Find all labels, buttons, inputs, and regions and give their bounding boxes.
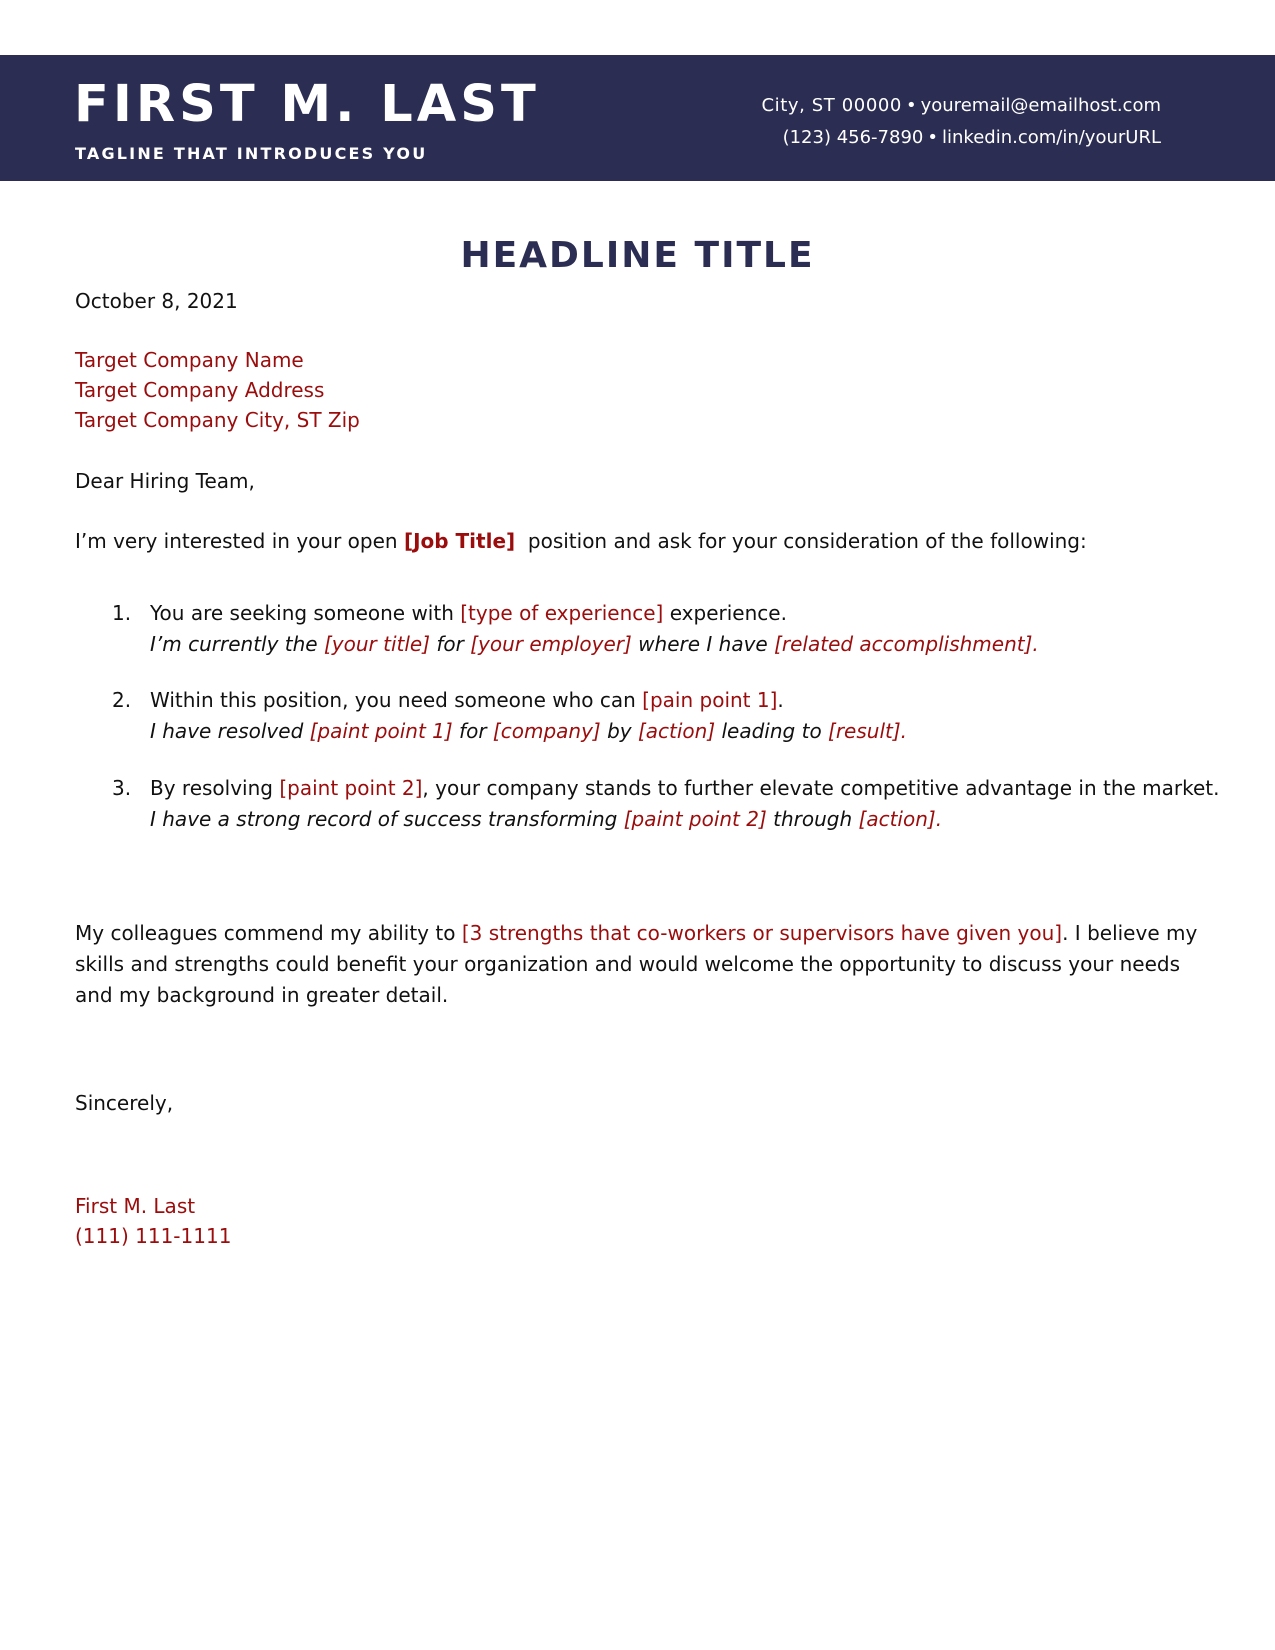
text: for — [430, 632, 471, 656]
text: leading to — [715, 719, 829, 743]
text: . — [777, 688, 784, 712]
text: You are seeking someone with — [150, 601, 461, 625]
placeholder: [paint point 2] — [623, 807, 767, 831]
contact-line-2 — [761, 122, 1161, 154]
placeholder: [action] — [637, 719, 716, 743]
headline-title: HEADLINE TITLE — [460, 235, 815, 276]
strengths-placeholder: [3 strengths that co-workers or supervisors have given you] — [461, 921, 1063, 945]
text: through — [766, 807, 859, 831]
text: by — [600, 719, 638, 743]
text: I’m currently the — [150, 632, 324, 656]
intro-text: position and ask for your consideration of the following: — [515, 529, 1087, 553]
recipient-company-address: Target Company Address — [75, 378, 325, 402]
signature-name: First M. Last — [75, 1194, 196, 1218]
intro-paragraph — [75, 526, 1087, 557]
point-response — [150, 629, 1039, 660]
placeholder: [company] — [492, 719, 601, 743]
placeholder: [paint point 1] — [309, 719, 453, 743]
placeholder: [type of experience] — [460, 601, 664, 625]
text: for — [452, 719, 493, 743]
bullet-separator: • — [905, 95, 917, 116]
intro-text: I’m very interested in your open — [75, 529, 404, 553]
salutation: Dear Hiring Team, — [75, 469, 255, 493]
list-number: 3. — [112, 776, 132, 800]
header-banner — [0, 55, 1275, 181]
signoff: Sincerely, — [75, 1091, 174, 1115]
placeholder: [your title] — [323, 632, 431, 656]
phone-number: (123) 456-7890 — [782, 127, 924, 148]
recipient-company-name: Target Company Name — [75, 348, 304, 372]
list-number: 2. — [112, 688, 132, 712]
closing-paragraph — [75, 918, 1205, 1011]
text: My colleagues commend my ability to — [75, 921, 462, 945]
placeholder: [paint point 2] — [279, 776, 423, 800]
point-statement — [150, 598, 1039, 629]
point-statement — [150, 773, 1220, 804]
recipient-company-city: Target Company City, ST Zip — [75, 408, 360, 432]
text: experience. — [663, 601, 787, 625]
placeholder: [result]. — [828, 719, 908, 743]
text: I have a strong record of success transforming — [150, 807, 624, 831]
text: . I believe my skills and strengths could benefit your organization and would welcome the opportunity to discuss your needs and my background in greater detail. — [75, 921, 1198, 1007]
text: , your company stands to further elevate competitive advantage in the market. — [422, 776, 1220, 800]
linkedin-link[interactable]: linkedin.com/in/yourURL — [942, 127, 1161, 148]
email-link[interactable]: youremail@emailhost.com — [920, 95, 1161, 116]
placeholder: [action]. — [858, 807, 943, 831]
point-response — [150, 716, 907, 747]
applicant-name: FIRST M. LAST — [74, 75, 540, 134]
point-statement — [150, 685, 907, 716]
contact-line-1 — [761, 90, 1161, 122]
text: where I have — [631, 632, 775, 656]
text: By resolving — [150, 776, 280, 800]
job-title-placeholder: [Job Title] — [403, 529, 516, 553]
bullet-separator: • — [927, 127, 938, 148]
list-number: 1. — [112, 601, 132, 625]
placeholder: [your employer] — [470, 632, 632, 656]
text: I have resolved — [150, 719, 310, 743]
point-response — [150, 804, 1220, 835]
letter-date: October 8, 2021 — [75, 289, 238, 313]
contact-info — [761, 90, 1161, 154]
signature-phone: (111) 111-1111 — [75, 1224, 232, 1248]
text: Within this position, you need someone who can — [150, 688, 643, 712]
tagline: TAGLINE THAT INTRODUCES YOU — [75, 144, 428, 163]
city-state-zip: City, ST 00000 — [761, 95, 902, 116]
placeholder: [pain point 1] — [642, 688, 778, 712]
placeholder: [related accomplishment]. — [774, 632, 1039, 656]
